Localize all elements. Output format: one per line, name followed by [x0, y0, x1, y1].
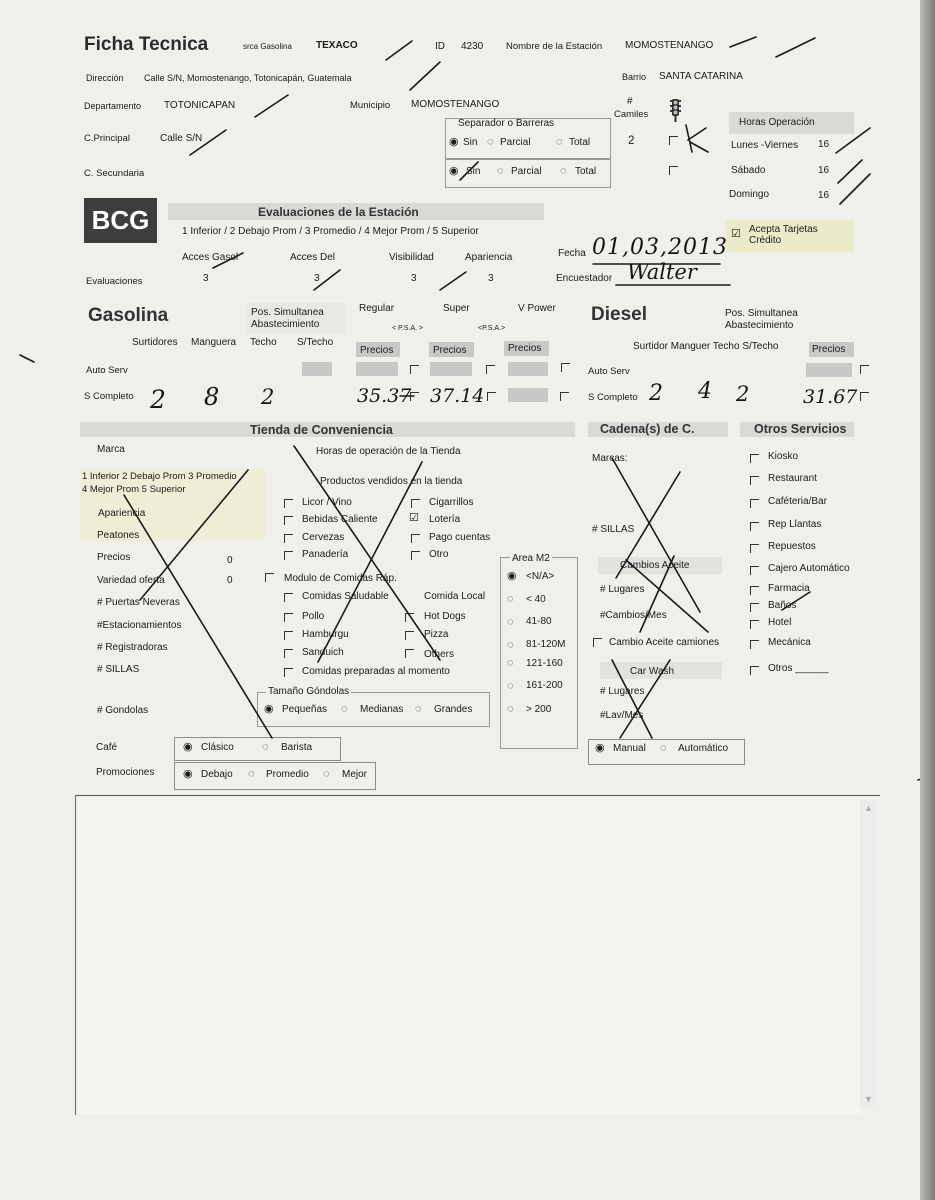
gas-autoserv-regular-price[interactable]	[356, 362, 398, 376]
muni-value[interactable]: MOMOSTENANGO	[411, 99, 500, 110]
eval-col-visibilidad: Visibilidad	[389, 252, 434, 263]
otros-item-check[interactable]	[750, 640, 759, 649]
secundaria-total-label: Total	[575, 166, 597, 177]
tarjetas-label: Acepta Tarjetas Crédito	[749, 224, 818, 246]
otros-item-check[interactable]	[750, 499, 759, 508]
tienda-peatones-label: Peatones	[97, 530, 140, 541]
otros-item-check[interactable]	[750, 586, 759, 595]
eval-row-label: Evaluaciones	[86, 276, 143, 287]
principal-label: C.Principal	[84, 133, 130, 144]
promo-label: Promociones	[96, 767, 155, 778]
area-gt200-radio[interactable]: ◌	[507, 703, 514, 715]
otros-item-check[interactable]	[750, 620, 759, 629]
diesel-title: Diesel	[591, 304, 647, 325]
gas-psa-2: <P.S.A.>	[478, 325, 506, 332]
producto-panaderia-check[interactable]	[284, 551, 293, 560]
area-gt200-label: > 200	[526, 704, 552, 715]
hours-sunday-value[interactable]: 16	[818, 190, 830, 201]
tienda-apariencia-label: Apariencia	[98, 508, 146, 519]
area-121-160-label: 121-160	[526, 658, 563, 669]
brand-value[interactable]: TEXACO	[316, 40, 358, 51]
comida-pollo-label: Pollo	[302, 611, 325, 622]
hours-saturday-value[interactable]: 16	[818, 165, 830, 176]
diesel-autoserv-check[interactable]	[860, 365, 869, 374]
cafe-clasico-radio[interactable]: ◉	[183, 741, 193, 753]
separador-parcial-radio[interactable]: ◌	[487, 136, 494, 148]
encuestador-label: Encuestador	[556, 273, 613, 284]
tienda-title: Tienda de Conveniencia	[250, 423, 393, 437]
gas-pos-simultanea: Pos. Simultanea Abastecimiento	[251, 307, 324, 330]
tienda-variedad-label: Variedad oferta	[97, 575, 165, 586]
eval-col-acces-del: Acces Del	[290, 252, 336, 263]
producto-pago-label: Pago cuentas	[429, 532, 491, 543]
gas-psa-1: < P.S.A. >	[392, 325, 424, 332]
cafe-box	[174, 737, 341, 761]
producto-licor-check[interactable]	[284, 499, 293, 508]
hours-title: Horas Operación	[739, 117, 815, 128]
otros-item-label: Repuestos	[768, 541, 816, 552]
diesel-surtidor-value[interactable]: 2	[649, 381, 663, 406]
promo-promedio-label: Promedio	[266, 769, 309, 780]
cambios-title: Cambios Aceite	[620, 560, 690, 571]
secundaria-parcial-label: Parcial	[511, 166, 542, 177]
otros-item-check[interactable]	[750, 666, 759, 675]
comida-others-check[interactable]	[405, 649, 414, 658]
eval-col-acces-gasol: Acces Gasol	[182, 252, 239, 263]
otros-item-label: Restaurant	[768, 473, 817, 484]
gas-col-techo: Techo	[250, 337, 277, 348]
comida-sanduich-label: Sanduich	[302, 647, 344, 658]
tienda-precios-label: Precios	[97, 552, 131, 563]
gas-autoserv-super-price[interactable]	[430, 362, 472, 376]
tienda-scale-1: 1 Inferior 2 Debajo Prom 3 Promedio	[82, 471, 237, 482]
gas-precios-3: Precios	[508, 343, 542, 354]
scroll-up-icon[interactable]: ▲	[864, 803, 873, 813]
producto-bebidas-label: Bebidas Caliente	[302, 514, 378, 525]
id-label: ID	[435, 41, 445, 52]
comments-top-rule	[75, 795, 880, 796]
otros-item-label: Rep Llantas	[768, 519, 822, 530]
otros-item-check[interactable]	[750, 566, 759, 575]
otros-item-label: Otros ______	[768, 663, 829, 674]
fecha-label: Fecha	[558, 248, 586, 259]
secundaria-parcial-radio[interactable]: ◌	[497, 165, 504, 177]
dept-label: Departamento	[84, 101, 142, 111]
station-value[interactable]: MOMOSTENANGO	[625, 40, 714, 51]
separador-sin-label: Sin	[463, 137, 478, 148]
gondola-grandes-radio[interactable]: ◌	[415, 703, 422, 715]
eval-col-apariencia: Apariencia	[465, 252, 513, 263]
gas-regular-price-value[interactable]: 35.37	[357, 385, 412, 407]
producto-otro-check[interactable]	[411, 551, 420, 560]
address-label: Dirección	[86, 73, 124, 83]
carwash-title: Car Wash	[630, 666, 675, 677]
secundaria-total-radio[interactable]: ◌	[560, 165, 567, 177]
comida-hotdogs-check[interactable]	[405, 613, 414, 622]
diesel-precios: Precios	[812, 344, 846, 355]
otros-title: Otros Servicios	[754, 422, 847, 436]
comida-preparadas-label: Comidas preparadas al momento	[302, 666, 450, 677]
separador-parcial-label: Parcial	[500, 137, 531, 148]
cadena-marcas-label: Marcas:	[592, 453, 628, 464]
carwash-lav-label: #Lav/Mes	[600, 710, 644, 721]
promo-mejor-label: Mejor	[342, 769, 368, 780]
producto-loteria-label: Lotería	[429, 514, 461, 525]
tienda-estacionamientos-label: #Estacionamientos	[97, 620, 182, 631]
comida-preparadas-check[interactable]	[284, 668, 293, 677]
tarjetas-checkbox[interactable]: ☑	[731, 228, 741, 240]
area-41-80-radio[interactable]: ◌	[507, 616, 514, 628]
separador-label: Separador o Barreras	[458, 118, 555, 129]
producto-cervezas-label: Cervezas	[302, 532, 345, 543]
principal-value[interactable]: Calle S/N	[160, 133, 203, 144]
tienda-registradoras-label: # Registradoras	[97, 642, 168, 653]
dept-value[interactable]: TOTONICAPAN	[164, 100, 236, 111]
diesel-pos-simultanea: Pos. Simultanea Abastecimiento	[725, 308, 798, 331]
tienda-scale-2: 4 Mejor Prom 5 Superior	[82, 484, 186, 495]
area-lt40-label: < 40	[526, 594, 546, 605]
separador-total-label: Total	[569, 137, 591, 148]
gas-autoserv-super-check[interactable]	[486, 365, 495, 374]
gas-scompleto-vpower-price[interactable]	[508, 388, 548, 402]
otros-item-label: Kiosko	[768, 451, 799, 462]
eval-title: Evaluaciones de la Estación	[258, 205, 419, 219]
gondola-pequenas-label: Pequeñas	[282, 704, 328, 715]
diesel-autoserv-price[interactable]	[806, 363, 852, 377]
producto-panaderia-label: Panadería	[302, 549, 349, 560]
comida-others-label: Others	[424, 649, 455, 660]
fecha-value[interactable]: 01,03,2013	[592, 235, 728, 260]
carwash-auto-label: Automático	[678, 743, 729, 754]
producto-cigarrillos-label: Cigarrillos	[429, 497, 474, 508]
otros-item-check[interactable]	[750, 603, 759, 612]
gas-col-stecho: S/Techo	[297, 337, 334, 348]
hours-weekday-label: Lunes -Viernes	[731, 140, 799, 151]
diesel-scompleto-label: S Completo	[588, 392, 638, 403]
gas-autoserv-regular-check[interactable]	[410, 365, 419, 374]
gas-surtidores-value[interactable]: 2	[150, 385, 166, 414]
hours-sunday-label: Domingo	[729, 189, 770, 200]
gas-precios-1: Precios	[360, 345, 394, 356]
gas-col-manguera: Manguera	[191, 337, 237, 348]
area-161-200-radio[interactable]: ◌	[507, 680, 514, 692]
cambios-mes-label: #Cambios/Mes	[600, 610, 667, 621]
comida-hamburguesa-check[interactable]	[284, 631, 293, 640]
producto-licor-label: Licor / Vino	[302, 497, 352, 508]
gas-manguera-value[interactable]: 8	[204, 383, 220, 411]
camiones-value[interactable]: 2	[628, 135, 635, 147]
otros-item-label: Baños	[768, 600, 797, 611]
diesel-manguera-value[interactable]: 4	[698, 379, 712, 404]
secundaria-sin-radio[interactable]: ◉	[449, 165, 459, 177]
gas-scompleto-super-check[interactable]	[487, 392, 496, 401]
producto-otro-label: Otro	[429, 549, 449, 560]
producto-bebidas-check[interactable]	[284, 516, 293, 525]
comida-pizza-label: Pizza	[424, 629, 449, 640]
carwash-manual-radio[interactable]: ◉	[595, 742, 605, 754]
secundaria-sin-label: Sin	[466, 166, 481, 177]
gas-scompleto-regular-check[interactable]	[410, 392, 419, 401]
gas-grade-regular: Regular	[359, 303, 395, 314]
eval-value-visibilidad[interactable]: 3	[411, 273, 417, 284]
tienda-precios-value[interactable]: 0	[227, 555, 233, 566]
gas-autoserv-vpower-price[interactable]	[508, 362, 548, 376]
otros-item-label: Caféteria/Bar	[768, 496, 827, 507]
area-na-label: <N/A>	[526, 571, 555, 582]
gas-super-price-value[interactable]: 37.14	[430, 385, 485, 407]
tienda-variedad-value[interactable]: 0	[227, 575, 233, 586]
eval-scale: 1 Inferior / 2 Debajo Prom / 3 Promedio / 4 Mejor Prom / 5 Superior	[182, 226, 479, 237]
cambios-lugares-label: # Lugares	[600, 584, 645, 595]
cambio-camiones-label: Cambio Aceite camiones	[609, 637, 720, 648]
id-value[interactable]: 4230	[461, 41, 484, 52]
producto-cervezas-check[interactable]	[284, 534, 293, 543]
gondola-medianas-radio[interactable]: ◌	[341, 703, 348, 715]
comments-left-rule	[75, 795, 76, 1115]
comida-sanduich-check[interactable]	[284, 649, 293, 658]
eval-value-apariencia[interactable]: 3	[488, 273, 494, 284]
diesel-autoserv-label: Auto Serv	[588, 366, 630, 377]
camiones-label: Camiles	[614, 109, 649, 120]
tienda-marca-label: Marca	[97, 444, 125, 455]
area-81-120-label: 81-120M	[526, 639, 566, 650]
gas-precios-2: Precios	[433, 345, 467, 356]
comments-scrollbar[interactable]	[860, 800, 878, 1110]
producto-loteria-check[interactable]: ☑	[409, 512, 419, 524]
otros-item-label: Farmacia	[768, 583, 810, 594]
secundaria-label: C. Secundaria	[84, 168, 145, 179]
cafe-barista-label: Barista	[281, 742, 313, 753]
gondola-pequenas-radio[interactable]: ◉	[264, 703, 274, 715]
area-121-160-radio[interactable]: ◌	[507, 657, 514, 669]
separador-sin-radio[interactable]: ◉	[449, 136, 459, 148]
eval-value-acces-del[interactable]: 3	[314, 273, 320, 284]
page-shadow	[920, 0, 935, 1200]
encuestador-value[interactable]: Walter	[627, 260, 697, 284]
barreras-checkbox[interactable]	[669, 136, 678, 145]
gondolas-title: Tamaño Góndolas	[268, 686, 350, 697]
camiones-hash: #	[627, 96, 633, 107]
diesel-price-value[interactable]: 31.67	[803, 386, 858, 408]
comments-textarea[interactable]	[78, 800, 862, 1114]
promo-promedio-radio[interactable]: ◌	[248, 768, 255, 780]
secundaria-checkbox[interactable]	[669, 166, 678, 175]
area-lt40-radio[interactable]: ◌	[507, 593, 514, 605]
gasolina-title: Gasolina	[88, 305, 169, 326]
promo-mejor-radio[interactable]: ◌	[323, 768, 330, 780]
area-161-200-label: 161-200	[526, 680, 563, 691]
area-title: Area M2	[512, 553, 550, 564]
comida-pizza-check[interactable]	[405, 631, 414, 640]
hours-weekday-value[interactable]: 16	[818, 139, 830, 150]
gas-autoserv-label: Auto Serv	[86, 365, 128, 376]
area-41-80-label: 41-80	[526, 616, 552, 627]
otros-item-check[interactable]	[750, 476, 759, 485]
gondola-medianas-label: Medianas	[360, 704, 404, 715]
gas-scompleto-vpower-check[interactable]	[560, 392, 569, 401]
brand-label: srca Gasolina	[243, 42, 292, 51]
tienda-horas-label: Horas de operación de la Tienda	[316, 446, 461, 457]
otros-item-label: Mecánica	[768, 637, 811, 648]
barrio-label: Barrio	[622, 72, 647, 82]
gondola-grandes-label: Grandes	[434, 704, 473, 715]
comida-saludable-label: Comidas Saludable	[302, 591, 389, 602]
modulo-comidas-label: Modulo de Comidas Ráp.	[284, 573, 397, 584]
separador-total-radio[interactable]: ◌	[556, 136, 563, 148]
hours-saturday-label: Sábado	[731, 165, 766, 176]
form-title: Ficha Tecnica	[84, 34, 209, 55]
otros-item-label: Hotel	[768, 617, 792, 628]
gas-grade-super: Super	[443, 303, 470, 314]
tienda-neveras-label: # Puertas Neveras	[97, 597, 180, 608]
otros-item-label: Cajero Automático	[768, 563, 850, 574]
area-na-radio[interactable]: ◉	[507, 570, 517, 582]
producto-cigarrillos-check[interactable]	[411, 499, 420, 508]
area-81-120-radio[interactable]: ◌	[507, 639, 514, 651]
area-box	[500, 557, 578, 749]
gas-col-surtidores: Surtidores	[132, 337, 178, 348]
cafe-clasico-label: Clásico	[201, 742, 234, 753]
comida-saludable-check[interactable]	[284, 593, 293, 602]
gas-scompleto-label: S Completo	[84, 391, 134, 402]
tienda-sillas-label: # SILLAS	[97, 664, 140, 675]
gas-autoserv-vpower-check[interactable]	[561, 363, 570, 372]
traffic-light-icon	[669, 98, 682, 122]
diesel-cols: Surtidor Manguer Techo S/Techo	[633, 341, 779, 352]
otros-item-check[interactable]	[750, 522, 759, 531]
carwash-auto-radio[interactable]: ◌	[660, 742, 667, 754]
cambio-camiones-check[interactable]	[593, 638, 602, 647]
eval-value-acces-gasol[interactable]: 3	[203, 273, 209, 284]
gas-grade-vpower: V Power	[518, 303, 556, 314]
carwash-lugares-label: # Lugares	[600, 686, 645, 697]
barrio-value[interactable]: SANTA CATARINA	[659, 71, 743, 82]
cadena-sillas-label: # SILLAS	[592, 524, 635, 535]
gas-techo-value[interactable]: 2	[261, 385, 275, 409]
cadena-title: Cadena(s) de C.	[600, 422, 695, 436]
carwash-manual-label: Manual	[613, 743, 646, 754]
address-value[interactable]: Calle S/N, Momostenango, Totonicapán, Guatemala	[144, 73, 352, 83]
modulo-comidas-check[interactable]	[265, 573, 274, 582]
promo-debajo-radio[interactable]: ◉	[183, 768, 193, 780]
cafe-barista-radio[interactable]: ◌	[262, 741, 269, 753]
otros-item-check[interactable]	[750, 454, 759, 463]
diesel-techo-value[interactable]: 2	[736, 382, 750, 406]
diesel-scompleto-check[interactable]	[860, 392, 869, 401]
comida-local-label: Comida Local	[424, 591, 486, 602]
tienda-gondolas-label: # Gondolas	[97, 705, 149, 716]
scroll-down-icon[interactable]: ▼	[864, 1094, 873, 1104]
muni-label: Municipio	[350, 100, 391, 111]
cafe-label: Café	[96, 742, 118, 753]
comida-hamburguesa-label: Hamburgu	[302, 629, 349, 640]
comida-hotdogs-label: Hot Dogs	[424, 611, 466, 622]
comida-pollo-check[interactable]	[284, 613, 293, 622]
otros-item-check[interactable]	[750, 544, 759, 553]
productos-title: Productos vendidos en la tienda	[320, 476, 463, 487]
promo-debajo-label: Debajo	[201, 769, 233, 780]
bcg-logo: BCG	[84, 198, 157, 243]
producto-pago-check[interactable]	[411, 534, 420, 543]
station-label: Nombre de la Estación	[506, 41, 603, 52]
gas-autoserv-stecho[interactable]	[302, 362, 332, 376]
